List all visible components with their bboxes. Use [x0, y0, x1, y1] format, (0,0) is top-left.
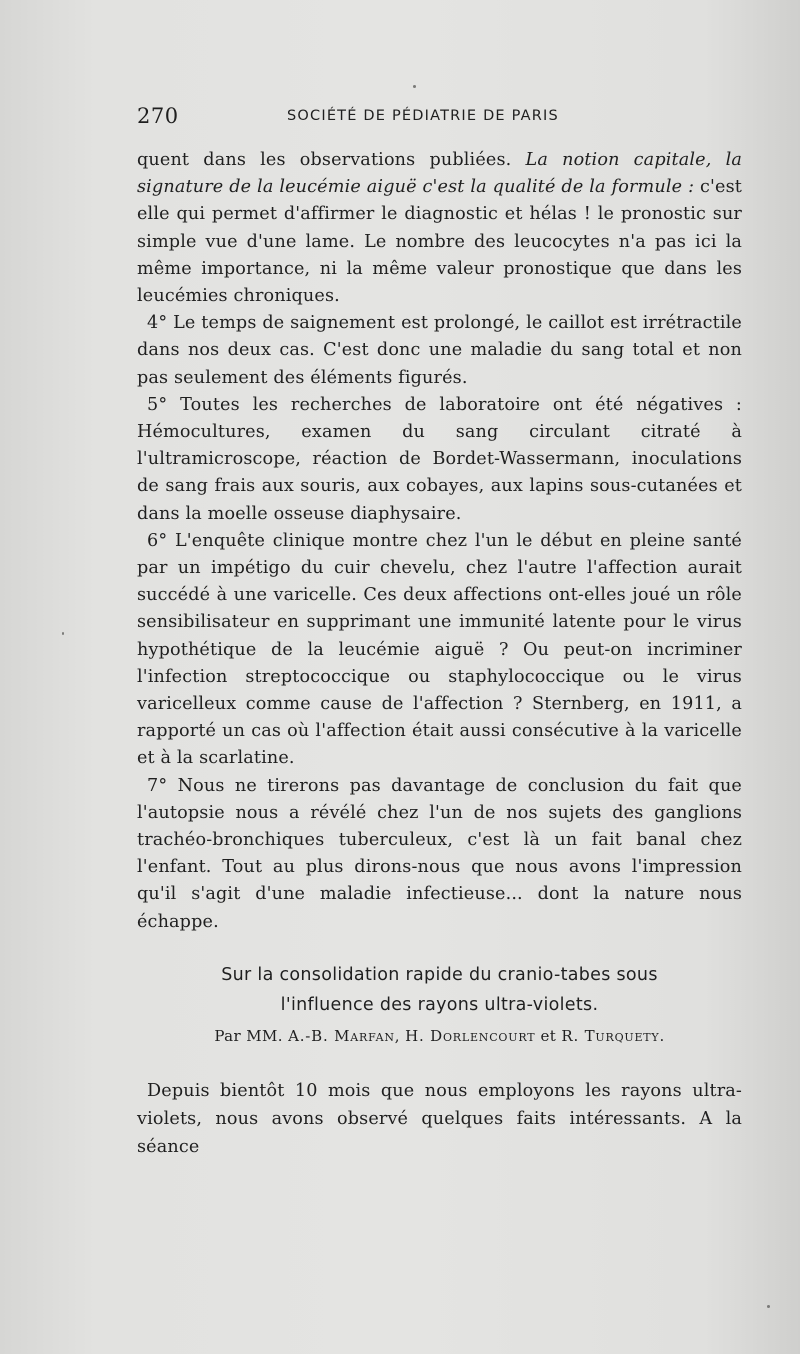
- page-number: 270: [137, 104, 179, 128]
- authors-separator: et: [535, 1027, 562, 1045]
- article-title: [137, 960, 742, 1020]
- journal-title: SOCIÉTÉ DE PÉDIATRIE DE PARIS: [287, 108, 559, 124]
- authors-suffix: .: [659, 1027, 665, 1045]
- article-title-line: l'influence des rayons ultra-violets.: [280, 995, 599, 1015]
- paragraph-point-6: 6° L'enquête clinique montre chez l'un le début en pleine santé par un impétigo du cuir chevelu, chez l'autre l'affection aurait succédé à une varicelle. Ces deux affections ont-elles joué un rôle sensibilisateur en supprimant une immunité latente pour le virus hypothétique de la leucémie aiguë ? Ou peut-on incriminer l'infection streptococcique ou staphylococcique ou le virus varicelleux comme cause de l'affection ? Sternberg, en 1911, a rapporté un cas où l'affection était aussi consécutive à la varicelle et à la scarlatine.: [137, 530, 742, 769]
- paragraph-text: quent dans les observations publiées.: [137, 150, 526, 170]
- scan-speck: [413, 85, 416, 88]
- paragraph-point-5: 5° Toutes les recherches de laboratoire ont été négatives : Hémocultures, examen du sang circulant citraté à l'ultramicroscope, réaction de Bordet-Wassermann, inoculations de sang frais aux souris, aux cobayes, aux lapins sous-cutanées et dans la moelle osseuse diaphysaire.: [137, 394, 742, 524]
- emphasis-text: La notion capitale, la signature de la leucémie aiguë c'est la qualité de la formule :: [137, 150, 742, 198]
- article-title-line: Sur la consolidation rapide du cranio-tabes sous: [221, 965, 658, 985]
- scan-speck: [62, 632, 64, 635]
- author-name: R. Turquety: [561, 1027, 660, 1045]
- paragraph-text: c'est elle qui permet d'affirmer le diagnostic et hélas ! le pronostic sur simple vue d'une lame. Le nombre des leucocytes n'a pas ici la même importance, ni la même valeur pronostique que dans les leucémies chroniques.: [137, 177, 742, 307]
- body-text: [137, 147, 742, 936]
- paragraph-point-7: 7° Nous ne tirerons pas davantage de conclusion du fait que l'autopsie nous a révélé chez l'un de nos sujets des ganglions trachéo-bronchiques tuberculeux, c'est là un fait banal chez l'enfant. Tout au plus dirons-nous que nous avons l'impression qu'il s'agit d'une maladie infectieuse... dont la nature nous échappe.: [137, 775, 742, 932]
- article-intro: [137, 1077, 742, 1161]
- authors-prefix: Par MM.: [214, 1027, 289, 1045]
- article-authors: [137, 1027, 742, 1045]
- paragraph-point-4: 4° Le temps de saignement est prolongé, le caillot est irrétractile dans nos deux cas. C'est donc une maladie du sang total et non pas seulement des éléments figurés.: [137, 313, 742, 388]
- article-intro-paragraph: Depuis bientôt 10 mois que nous employons les rayons ultra-violets, nous avons observé quelques faits intéressants. A la séance: [137, 1081, 742, 1157]
- paragraph-continuation: [137, 147, 742, 310]
- running-head: [137, 104, 742, 134]
- author-name: A.-B. Marfan: [288, 1027, 395, 1045]
- scan-speck: [767, 1305, 770, 1308]
- author-name: H. Dorlencourt: [405, 1027, 536, 1045]
- authors-separator: ,: [394, 1027, 406, 1045]
